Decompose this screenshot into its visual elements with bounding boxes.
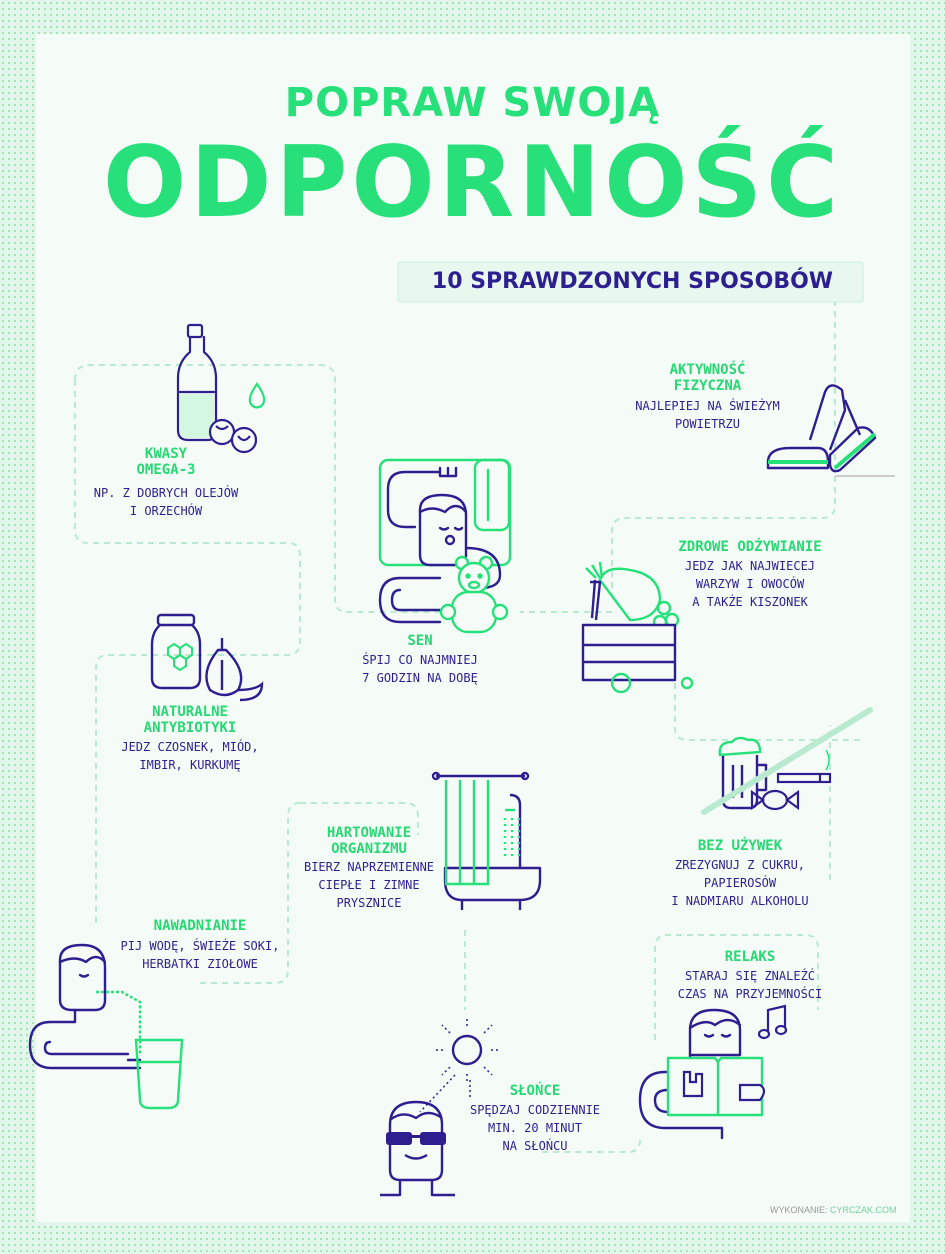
tip-stimulants-text-3: I NADMIARU ALKOHOLU <box>671 894 809 908</box>
tip-relax-title-1: RELAKS <box>724 949 776 965</box>
tip-hydration-title-1: NAWADNIANIE <box>153 918 247 934</box>
tip-diet-text-1: JEDZ JAK NAJWIECEJ <box>684 559 816 573</box>
tip-diet-text-3: A TAKŻE KISZONEK <box>692 595 808 609</box>
tip-sun-title-1: SŁOŃCE <box>509 1083 561 1099</box>
tip-hardening-title-2: ORGANIZMU <box>331 841 407 857</box>
tip-omega-title-1: KWASY <box>144 446 188 462</box>
teddy-bear-icon <box>441 557 507 632</box>
tip-diet-text-2: WARZYW I OWOCÓW <box>695 577 805 591</box>
tip-hydration-text-2: HERBATKI ZIOŁOWE <box>142 957 258 971</box>
tip-omega-text-1: NP. Z DOBRYCH OLEJÓW <box>93 486 239 500</box>
tip-hydration <box>100 918 300 973</box>
tip-sleep-title-1: SEN <box>407 633 433 649</box>
tip-relax <box>650 949 850 1003</box>
tip-sleep-text-1: ŚPIJ CO NAJMNIEJ <box>362 653 478 667</box>
tip-antibiotics-title-2: ANTYBIOTYKI <box>143 720 237 736</box>
tip-relax-text-2: CZAS NA PRZYJEMNOŚCI <box>677 987 823 1001</box>
music-note-icon <box>759 1006 786 1038</box>
tip-activity-title-2: FIZYCZNA <box>673 378 742 394</box>
tip-activity-text-1: NAJLEPIEJ NA ŚWIEŻYM <box>635 399 780 413</box>
tip-sun-text-1: SPĘDZAJ CODZIENNIE <box>469 1103 601 1117</box>
glass-icon <box>96 992 182 1108</box>
tip-omega <box>66 446 266 520</box>
tip-activity-title-1: AKTYWNOŚĆ <box>669 362 746 378</box>
tip-stimulants-title-1: BEZ UŻYWEK <box>697 838 783 854</box>
tip-sleep <box>340 633 500 687</box>
tip-sun <box>450 1083 620 1155</box>
credit <box>770 1205 897 1215</box>
smoke-icon <box>826 750 829 770</box>
tip-hardening-title-1: HARTOWANIE <box>326 825 412 841</box>
subtitle: 10 SPRAWDZONYCH SPOSOBÓW <box>431 269 834 294</box>
tip-omega-text-2: I ORZECHÓW <box>129 504 203 518</box>
candy-icon <box>752 791 798 809</box>
tip-stimulants <box>640 838 840 910</box>
beer-mug-icon <box>723 755 766 808</box>
tip-activity <box>625 362 790 433</box>
title-line-2: ODPORNOŚĆ <box>102 126 843 240</box>
tip-activity-text-2: POWIETRZU <box>674 417 741 431</box>
tip-hydration-text-1: PIJ WODĘ, ŚWIEŻE SOKI, <box>120 939 280 953</box>
tip-hardening-text-3: PRYSZNICE <box>336 896 402 910</box>
drop-icon <box>250 384 264 407</box>
tip-sun-text-2: MIN. 20 MINUT <box>488 1121 582 1135</box>
garlic-icon <box>206 638 262 700</box>
cigarette-icon <box>778 774 830 782</box>
tip-hardening <box>284 825 454 912</box>
tip-stimulants-text-1: ZREZYGNUJ Z CUKRU, <box>674 858 806 872</box>
tip-hardening-text-1: BIERZ NAPRZEMIENNE <box>303 860 435 874</box>
sunglasses-person-icon <box>380 1102 455 1195</box>
tip-sleep-text-2: 7 GODZIN NA DOBĘ <box>362 671 478 685</box>
tip-antibiotics <box>90 704 290 774</box>
credit-link[interactable]: CYRCZAK.COM <box>830 1205 897 1215</box>
sneaker-sole-2 <box>835 434 875 468</box>
tip-antibiotics-title-1: NATURALNE <box>152 704 228 720</box>
tip-omega-title-2: OMEGA-3 <box>136 462 196 478</box>
tip-antibiotics-text-2: IMBIR, KURKUMĘ <box>139 758 241 772</box>
title-line-1: POPRAW SWOJĄ <box>284 80 661 126</box>
tip-antibiotics-text-1: JEDZ CZOSNEK, MIÓD, <box>121 740 259 754</box>
tip-relax-text-1: STARAJ SIĘ ZNALEŹĆ <box>684 969 816 983</box>
credit-label: WYKONANIE: <box>770 1205 828 1215</box>
tip-sun-text-3: NA SŁOŃCU <box>502 1139 568 1153</box>
tip-diet-title-1: ZDROWE ODŻYWIANIE <box>678 539 822 555</box>
oil-fill <box>180 394 214 438</box>
tip-diet <box>650 539 850 611</box>
tip-stimulants-text-2: PAPIEROSÓW <box>703 876 777 890</box>
honeycomb-icon <box>168 644 192 670</box>
sunglasses <box>386 1132 446 1145</box>
tip-hardening-text-2: CIEPŁE I ZIMNE <box>318 878 420 892</box>
